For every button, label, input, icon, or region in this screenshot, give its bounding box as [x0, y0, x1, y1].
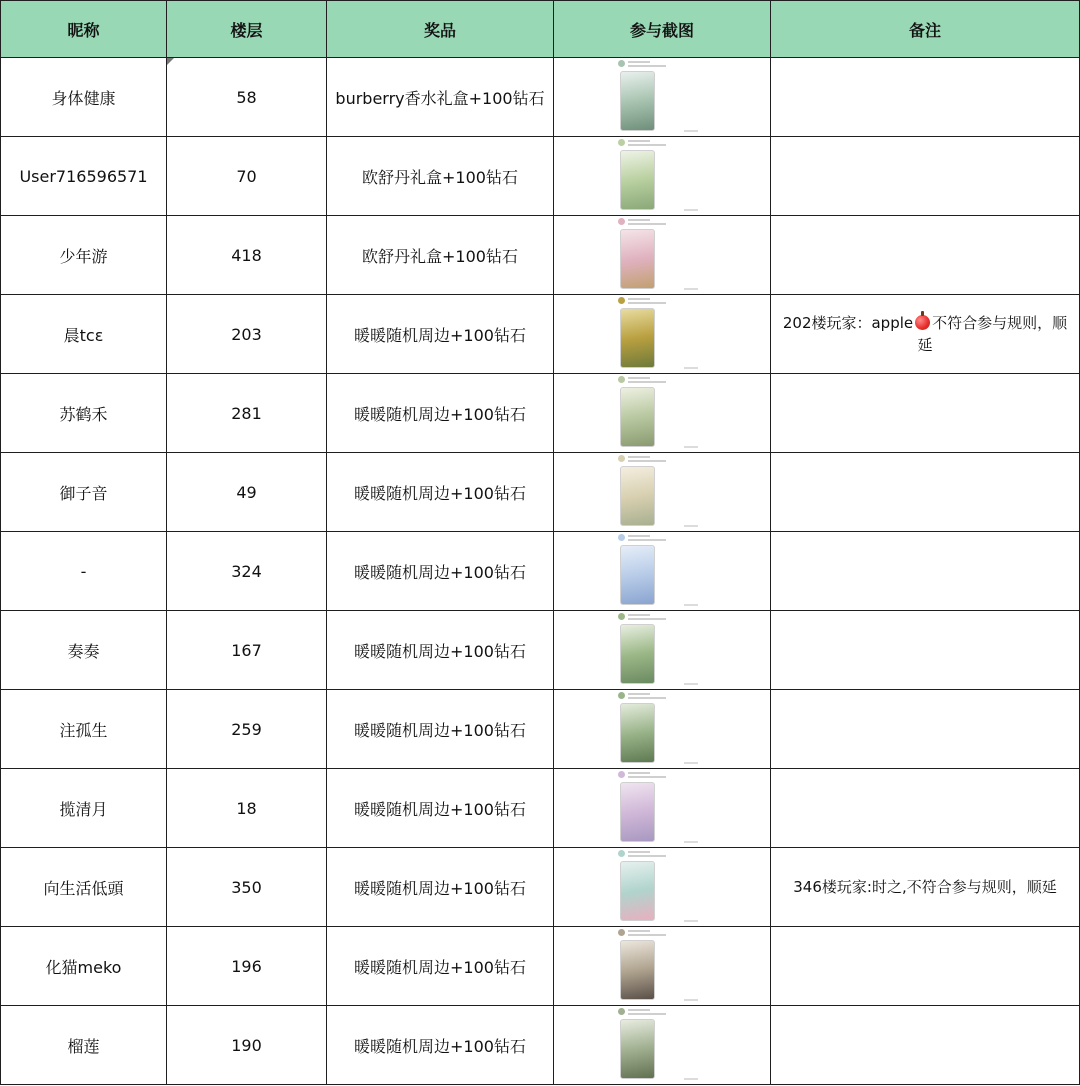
game-screenshot-image: [620, 703, 655, 763]
note-cell: [771, 216, 1080, 295]
floor-cell: [167, 58, 327, 137]
avatar: [618, 613, 625, 620]
floor-value: 418: [231, 245, 262, 265]
prize-cell: 暖暖随机周边+100钻石: [327, 611, 554, 690]
game-screenshot-image: [620, 150, 655, 210]
table-body: [1, 58, 1080, 1085]
participation-screenshot: [614, 59, 710, 135]
avatar: [618, 1008, 625, 1015]
note-cell: [771, 848, 1080, 927]
participation-screenshot: [614, 770, 710, 846]
game-screenshot-image: [620, 466, 655, 526]
floor-value: 324: [231, 561, 262, 581]
prize-cell: 欧舒丹礼盒+100钻石: [327, 216, 554, 295]
table-row: [1, 927, 1080, 1006]
avatar: [618, 376, 625, 383]
table-row: [1, 453, 1080, 532]
note-cell: [771, 690, 1080, 769]
screenshot-cell: [554, 848, 771, 927]
floor-cell: [167, 453, 327, 532]
screenshot-cell: [554, 453, 771, 532]
note-cell: [771, 532, 1080, 611]
prize-cell: 暖暖随机周边+100钻石: [327, 453, 554, 532]
floor-value: 203: [231, 324, 262, 344]
game-screenshot-image: [620, 861, 655, 921]
screenshot-cell: [554, 137, 771, 216]
header-floor: 楼层: [167, 1, 327, 58]
avatar: [618, 850, 625, 857]
table-row: [1, 295, 1080, 374]
floor-cell: [167, 216, 327, 295]
table-row: [1, 769, 1080, 848]
note-cell: [771, 769, 1080, 848]
nickname-cell: 苏鹤禾: [1, 374, 167, 453]
game-screenshot-image: [620, 782, 655, 842]
participation-screenshot: [614, 296, 710, 372]
nickname-cell: 奏奏: [1, 611, 167, 690]
prize-cell: burberry香水礼盒+100钻石: [327, 58, 554, 137]
nickname-cell: 御子音: [1, 453, 167, 532]
game-screenshot-image: [620, 308, 655, 368]
note-text: 346楼玩家:时之,不符合参与规则，顺延: [793, 878, 1057, 896]
floor-value: 167: [231, 640, 262, 660]
game-screenshot-image: [620, 229, 655, 289]
avatar: [618, 60, 625, 67]
comment-marker-icon: [167, 58, 174, 65]
header-screenshot: 参与截图: [554, 1, 771, 58]
participation-screenshot: [614, 454, 710, 530]
floor-value: 190: [231, 1035, 262, 1055]
screenshot-cell: [554, 58, 771, 137]
header-note: 备注: [771, 1, 1080, 58]
floor-cell: [167, 1006, 327, 1085]
game-screenshot-image: [620, 387, 655, 447]
apple-icon: [915, 315, 930, 330]
table-row: [1, 532, 1080, 611]
floor-value: 18: [236, 798, 257, 818]
prize-cell: 暖暖随机周边+100钻石: [327, 295, 554, 374]
floor-cell: [167, 848, 327, 927]
prize-cell: 暖暖随机周边+100钻石: [327, 532, 554, 611]
table-row: [1, 611, 1080, 690]
nickname-cell: 揽清月: [1, 769, 167, 848]
nickname-cell: 身体健康: [1, 58, 167, 137]
prize-cell: 暖暖随机周边+100钻石: [327, 927, 554, 1006]
game-screenshot-image: [620, 624, 655, 684]
avatar: [618, 771, 625, 778]
note-cell: [771, 295, 1080, 374]
screenshot-cell: [554, 374, 771, 453]
table-row: [1, 1006, 1080, 1085]
participation-screenshot: [614, 217, 710, 293]
table-row: [1, 374, 1080, 453]
screenshot-cell: [554, 216, 771, 295]
floor-cell: [167, 927, 327, 1006]
nickname-cell: 榴莲: [1, 1006, 167, 1085]
avatar: [618, 929, 625, 936]
table-row: [1, 216, 1080, 295]
avatar: [618, 297, 625, 304]
nickname-cell: 少年游: [1, 216, 167, 295]
note-cell: [771, 453, 1080, 532]
avatar: [618, 692, 625, 699]
table-row: [1, 58, 1080, 137]
nickname-cell: 向生活低頭: [1, 848, 167, 927]
prize-cell: 暖暖随机周边+100钻石: [327, 1006, 554, 1085]
note-cell: [771, 137, 1080, 216]
floor-value: 196: [231, 956, 262, 976]
screenshot-cell: [554, 295, 771, 374]
note-cell: [771, 611, 1080, 690]
nickname-cell: User716596571: [1, 137, 167, 216]
table-row: [1, 690, 1080, 769]
avatar: [618, 218, 625, 225]
note-cell: [771, 927, 1080, 1006]
participation-screenshot: [614, 138, 710, 214]
floor-cell: [167, 690, 327, 769]
note-cell: [771, 1006, 1080, 1085]
game-screenshot-image: [620, 545, 655, 605]
floor-cell: [167, 295, 327, 374]
screenshot-cell: [554, 532, 771, 611]
floor-value: 58: [236, 87, 257, 107]
participation-screenshot: [614, 849, 710, 925]
floor-value: 281: [231, 403, 262, 423]
screenshot-cell: [554, 690, 771, 769]
nickname-cell: -: [1, 532, 167, 611]
note-cell: [771, 374, 1080, 453]
header-row: [1, 1, 1080, 58]
table-row: [1, 848, 1080, 927]
avatar: [618, 534, 625, 541]
floor-value: 49: [236, 482, 257, 502]
avatar: [618, 455, 625, 462]
participation-screenshot: [614, 691, 710, 767]
prize-cell: 暖暖随机周边+100钻石: [327, 374, 554, 453]
prize-cell: 暖暖随机周边+100钻石: [327, 769, 554, 848]
prize-cell: 暖暖随机周边+100钻石: [327, 690, 554, 769]
game-screenshot-image: [620, 940, 655, 1000]
note-cell: [771, 58, 1080, 137]
participation-screenshot: [614, 533, 710, 609]
nickname-cell: 注孤生: [1, 690, 167, 769]
game-screenshot-image: [620, 1019, 655, 1079]
screenshot-cell: [554, 1006, 771, 1085]
floor-cell: [167, 137, 327, 216]
participation-screenshot: [614, 612, 710, 688]
participation-screenshot: [614, 928, 710, 1004]
note-text-continued: 不符合参与规则，顺延: [917, 314, 1068, 354]
floor-cell: [167, 769, 327, 848]
prize-cell: 暖暖随机周边+100钻石: [327, 848, 554, 927]
game-screenshot-image: [620, 71, 655, 131]
floor-cell: [167, 374, 327, 453]
header-prize: 奖品: [327, 1, 554, 58]
screenshot-cell: [554, 769, 771, 848]
screenshot-cell: [554, 927, 771, 1006]
participation-screenshot: [614, 1007, 710, 1083]
floor-cell: [167, 611, 327, 690]
prize-cell: 欧舒丹礼盒+100钻石: [327, 137, 554, 216]
avatar: [618, 139, 625, 146]
table-row: [1, 137, 1080, 216]
floor-cell: [167, 532, 327, 611]
note-text: 202楼玩家：apple: [782, 314, 914, 332]
nickname-cell: 晨tcɛ: [1, 295, 167, 374]
nickname-cell: 化猫meko: [1, 927, 167, 1006]
screenshot-cell: [554, 611, 771, 690]
floor-value: 259: [231, 719, 262, 739]
participation-screenshot: [614, 375, 710, 451]
floor-value: 350: [231, 877, 262, 897]
header-nickname: 昵称: [1, 1, 167, 58]
floor-value: 70: [236, 166, 257, 186]
